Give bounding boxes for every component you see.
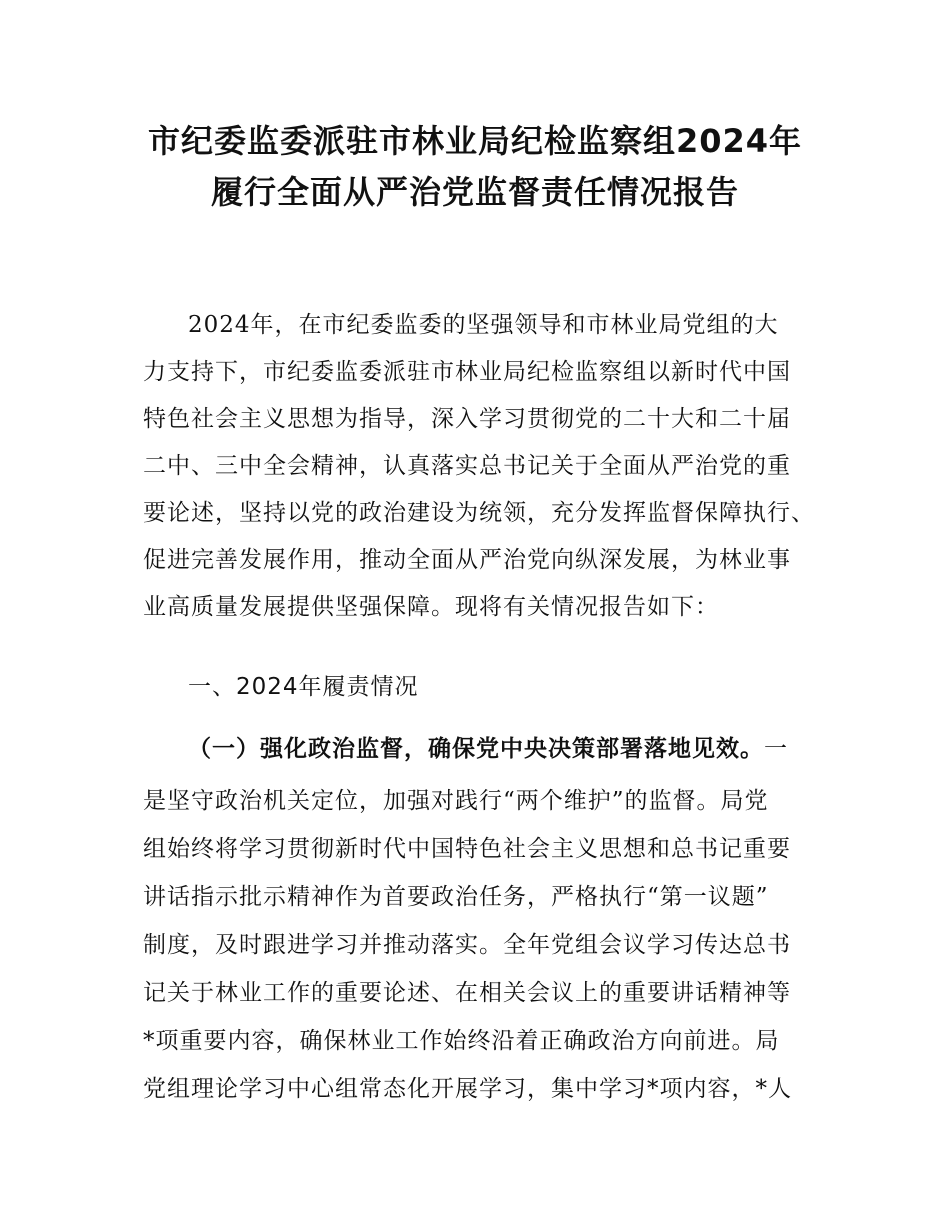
intro-line: 特色社会主义思想为指导，深入学习贯彻党的二十大和二十届	[143, 406, 791, 432]
intro-line: 二中、三中全会精神，认真落实总书记关于全面从严治党的重	[143, 453, 791, 479]
intro-line: 促进完善发展作用，推动全面从严治党向纵深发展，为林业事	[143, 547, 791, 573]
section-heading: 一、2024年履责情况	[188, 674, 419, 700]
subsection-heading: （一）强化政治监督，确保党中央决策部署落地见效。	[188, 736, 764, 762]
body-line: 讲话指示批示精神作为首要政治任务，严格执行“第一议题”	[143, 884, 769, 910]
intro-line: 业高质量发展提供坚强保障。现将有关情况报告如下：	[143, 594, 719, 620]
report-title-line-2: 履行全面从严治党监督责任情况报告	[210, 173, 739, 211]
body-line: 是坚守政治机关定位，加强对践行“两个维护”的监督。局党	[143, 788, 769, 814]
subsection-first-line	[188, 734, 788, 764]
intro-line: 要论述，坚持以党的政治建设为统领，充分发挥监督保障执行、	[143, 500, 815, 526]
body-line: 组始终将学习贯彻新时代中国特色社会主义思想和总书记重要	[143, 836, 791, 862]
body-line: *项重要内容，确保林业工作始终沿着正确政治方向前进。局	[143, 1028, 780, 1054]
intro-line: 2024年，在市纪委监委的坚强领导和市林业局党组的大	[188, 312, 779, 338]
body-line: 党组理论学习中心组常态化开展学习，集中学习*项内容，*人	[143, 1076, 792, 1102]
body-line: 制度，及时跟进学习并推动落实。全年党组会议学习传达总书	[143, 932, 791, 958]
subsection-text-start: 一	[764, 736, 788, 762]
body-line: 记关于林业工作的重要论述、在相关会议上的重要讲话精神等	[143, 980, 791, 1006]
intro-line: 力支持下，市纪委监委派驻市林业局纪检监察组以新时代中国	[143, 359, 791, 385]
report-title-line-1: 市纪委监委派驻市林业局纪检监察组2024年	[147, 122, 803, 160]
